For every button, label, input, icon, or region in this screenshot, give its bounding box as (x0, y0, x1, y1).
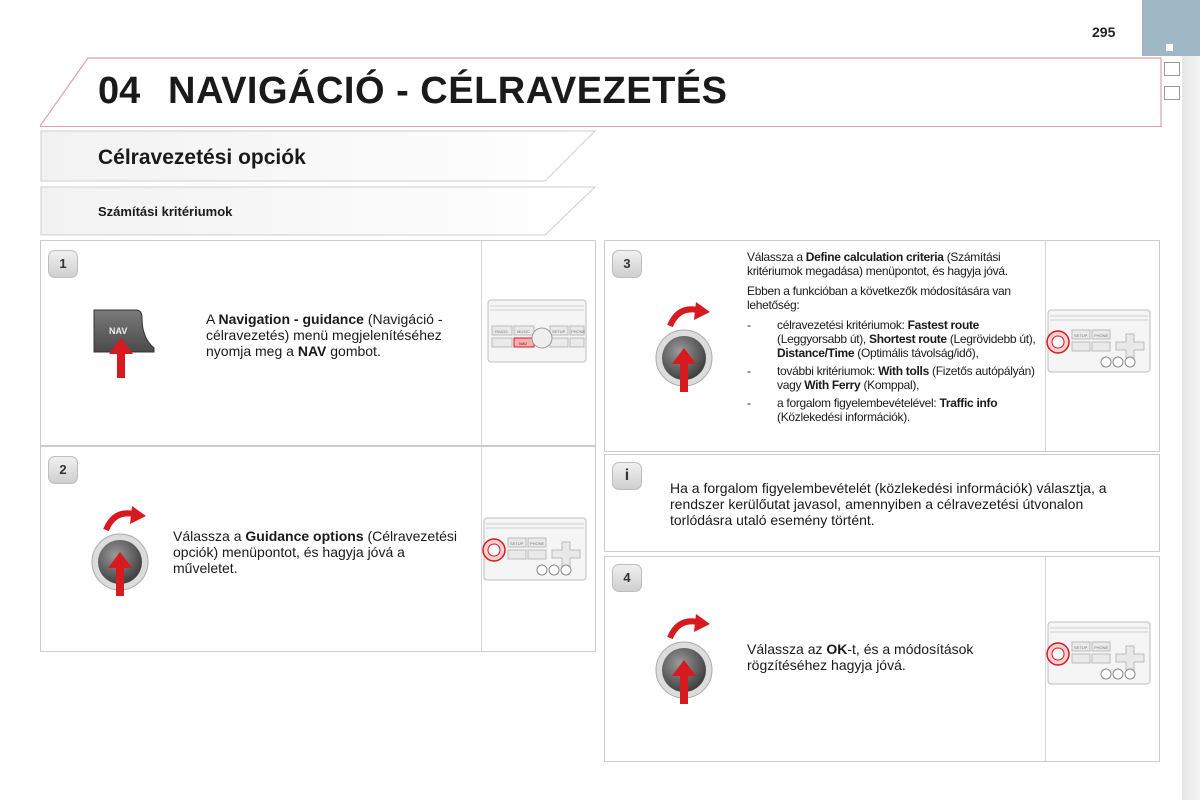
step-1-text-bold-1: Navigation - guidance (218, 311, 364, 327)
step-4-badge: 4 (612, 564, 642, 592)
radio-label-2: PHONE (1094, 645, 1109, 650)
section-title: Célravezetési opciók (98, 146, 306, 169)
bullet-2-text-d: (Komppal), (860, 378, 920, 392)
bullet-1-bold-2: Shortest route (869, 332, 947, 346)
step-1-text-pre: A (206, 311, 219, 327)
step-4-text-pre: Válassza az (747, 641, 827, 657)
tab-marker (1166, 44, 1173, 51)
bullet-2-bold-2: With Ferry (804, 378, 861, 392)
nav-button-label: NAV (109, 326, 128, 336)
step-4-text (747, 641, 1027, 673)
bullet-1-bold-1: Fastest route (907, 318, 980, 332)
info-icon: i (612, 462, 642, 490)
list-dash: - (747, 396, 751, 410)
radio-label-1: RADIO (495, 329, 508, 334)
step-1-divider (481, 241, 482, 445)
list-dash: - (747, 318, 751, 332)
radio-panel-icon (1046, 618, 1154, 690)
bullet-1-text-d: (Legrövidebb út), (946, 332, 1036, 346)
list-item (747, 396, 1043, 424)
page-number: 295 (1092, 24, 1116, 40)
radio-label-1: SETUP (510, 541, 524, 546)
step-3-p1-pre: Válassza a (747, 250, 806, 264)
bullet-1-text-c: (Leggyorsabb út), (777, 332, 869, 346)
bullet-2-text-c: (Fizetős autópályán) vagy (777, 364, 1035, 392)
side-square-2 (1164, 86, 1180, 100)
radio-label-1: SETUP (1074, 645, 1088, 650)
step-1-badge: 1 (48, 250, 78, 278)
rotary-dial-icon (88, 500, 158, 600)
radio-panel-icon (486, 296, 590, 368)
step-2-text-pre: Válassza a (173, 528, 246, 544)
bullet-3-text-c: (Közlekedési információk). (777, 410, 910, 424)
page-edge-strip (1182, 56, 1200, 800)
chapter-rule (40, 126, 1162, 127)
step-2-text (173, 528, 463, 576)
radio-label-nav: NAV (519, 341, 527, 346)
radio-label-1: SETUP (1074, 333, 1088, 338)
nav-button-icon (92, 308, 156, 380)
step-1-text (206, 311, 456, 359)
bullet-2-bold-1: With tolls (878, 364, 929, 378)
radio-label-2: PHONE (530, 541, 545, 546)
bullet-3-text-a: a forgalom figyelembevételével: (777, 396, 940, 410)
radio-panel-icon (482, 514, 590, 586)
rotary-dial-icon (652, 608, 722, 708)
bullet-2-text-a: további kritériumok: (777, 364, 879, 378)
chapter-tab (1142, 0, 1200, 56)
radio-label-2: MUSIC (517, 329, 530, 334)
chapter-number: 04 (98, 70, 141, 112)
step-3-p1-bold: Define calculation criteria (805, 250, 944, 264)
step-2-text-bold: Guidance options (245, 528, 364, 544)
step-1-text-mid: (Navigáció - célravezetés) menü megjelenítéséhez nyomja meg a (206, 311, 443, 359)
step-4-text-post: -t, és a módosítások rögzítéséhez hagyja jóvá. (747, 641, 974, 673)
step-3-text (747, 250, 1043, 428)
radio-label-4: PHONE (571, 329, 586, 334)
radio-label-3: SETUP (552, 329, 566, 334)
step-1-text-bold-2: NAV (297, 343, 327, 359)
info-text: Ha a forgalom figyelembevételét (közlekedési információk) választja, a rendszer kerülőutat javasol, amennyiben a célravezetési útvonalon torlódásra utaló esemény történt. (670, 480, 1107, 528)
list-dash: - (747, 364, 751, 378)
side-square-1 (1164, 62, 1180, 76)
step-2-badge: 2 (48, 456, 78, 484)
step-3-badge: 3 (612, 250, 642, 278)
chapter-title: NAVIGÁCIÓ - CÉLRAVEZETÉS (168, 70, 728, 112)
bullet-1-bold-3: Distance/Time (777, 346, 855, 360)
step-4-text-bold: OK (826, 641, 848, 657)
radio-panel-icon (1046, 306, 1154, 378)
step-2-text-post: (Célravezetési opciók) menüpontot, és hagyja jóvá a műveletet. (173, 528, 457, 576)
bullet-1-text-e: (Optimális távolság/idő), (854, 346, 979, 360)
rotary-dial-icon (652, 296, 722, 396)
radio-label-2: PHONE (1094, 333, 1109, 338)
bullet-1-text-a: célravezetési kritériumok: (777, 318, 908, 332)
list-item (747, 364, 1043, 392)
step-3-p1-post: (Számítási kritériumok megadása) menüpontot, és hagyja jóvá. (747, 250, 1008, 278)
step-1-text-post: gombot. (326, 343, 381, 359)
step-3-para-1 (747, 250, 1043, 278)
step-3-para-2: Ebben a funkcióban a következők módosítására van lehetőség: (747, 284, 1011, 312)
list-item (747, 318, 1043, 360)
bullet-3-bold-1: Traffic info (939, 396, 998, 410)
subsection-title: Számítási kritériumok (98, 204, 233, 219)
